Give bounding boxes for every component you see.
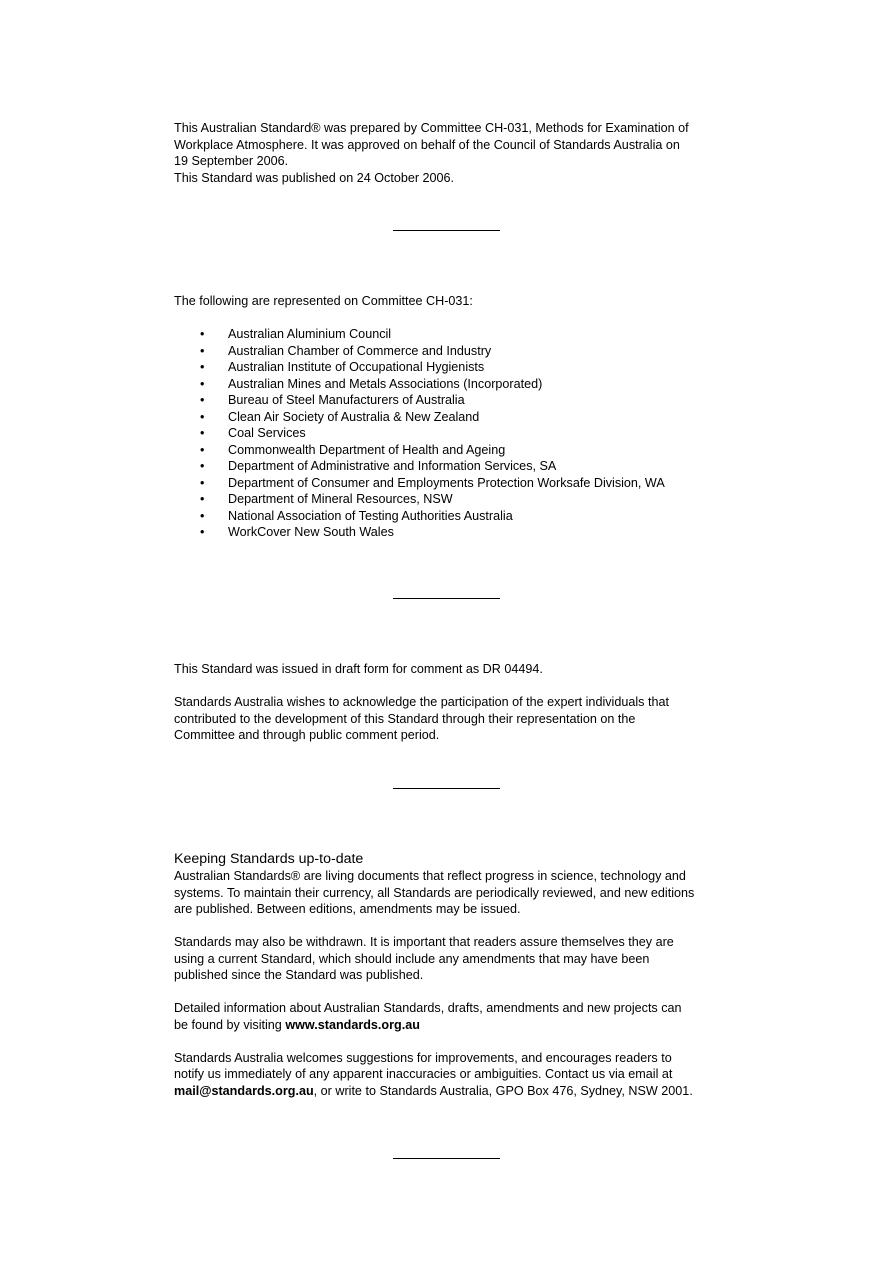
prep-line-2: Workplace Atmosphere. It was approved on behalf of the Council of Standards Australia on <box>174 137 680 152</box>
committee-member-name: Australian Institute of Occupational Hygienists <box>228 360 485 374</box>
living-docs-line-1: Australian Standards® are living documents that reflect progress in science, technology and <box>174 869 686 883</box>
committee-member-name: Australian Aluminium Council <box>228 327 392 341</box>
bullet-icon: • <box>200 475 205 490</box>
committee-member-item <box>174 425 734 442</box>
info-line-1: Detailed information about Australian Standards, drafts, amendments and new projects can <box>174 1001 682 1015</box>
bullet-icon: • <box>200 393 205 407</box>
committee-member-item <box>174 491 734 508</box>
bullet-icon: • <box>200 442 205 457</box>
committee-member-item <box>174 392 734 409</box>
committee-member-name: Coal Services <box>228 426 306 440</box>
bullet-icon: • <box>200 525 205 539</box>
prep-line-1: This Australian Standard® was prepared by Committee CH-031, Methods for Examination of <box>174 121 689 135</box>
committee-member-item <box>174 409 734 426</box>
committee-member-name: Australian Chamber of Commerce and Industry <box>228 343 492 358</box>
section-divider-4 <box>393 1158 500 1159</box>
section-divider-3 <box>393 788 500 789</box>
bullet-icon: • <box>200 376 205 391</box>
committee-member-item <box>174 326 734 343</box>
email-link[interactable]: mail@standards.org.au <box>174 1083 314 1098</box>
suggestions-line-1: Standards Australia welcomes suggestions for improvements, and encourages readers to <box>174 1050 672 1065</box>
committee-member-name: Department of Mineral Resources, NSW <box>228 492 453 506</box>
bullet-icon: • <box>200 343 205 358</box>
website-link[interactable]: www.standards.org.au <box>285 1017 420 1032</box>
bullet-icon: • <box>200 360 205 374</box>
bullet-icon: • <box>200 426 205 440</box>
suggestions-line-2: notify us immediately of any apparent inaccuracies or ambiguities. Contact us via email at <box>174 1067 673 1081</box>
committee-member-item <box>174 475 734 492</box>
withdrawn-line-3: published since the Standard was published. <box>174 968 424 982</box>
committee-member-item <box>174 508 734 525</box>
committee-member-item <box>174 458 734 475</box>
living-docs-line-3: are published. Between editions, amendments may be issued. <box>174 902 521 916</box>
preparation-notice <box>174 120 734 186</box>
committee-member-name: Australian Mines and Metals Associations (Incorporated) <box>228 376 543 391</box>
withdrawn-line-1: Standards may also be withdrawn. It is important that readers assure themselves they are <box>174 935 674 949</box>
info-line-2 <box>174 1017 734 1034</box>
bullet-icon: • <box>200 409 205 424</box>
committee-member-name: Department of Administrative and Information Services, SA <box>228 459 557 473</box>
committee-member-name: Bureau of Steel Manufacturers of Australia <box>228 393 465 407</box>
committee-member-name: National Association of Testing Authorities Australia <box>228 508 513 523</box>
section-divider-2 <box>393 598 500 599</box>
committee-member-name: Clean Air Society of Australia & New Zealand <box>228 409 480 424</box>
withdrawn-line-2: using a current Standard, which should include any amendments that may have been <box>174 951 650 966</box>
committee-member-list <box>174 326 734 541</box>
ack-line-3: Committee and through public comment period. <box>174 728 440 742</box>
committee-member-item <box>174 376 734 393</box>
section-divider-1 <box>393 230 500 231</box>
committee-intro: The following are represented on Committee CH-031: <box>174 294 473 308</box>
bullet-icon: • <box>200 492 205 506</box>
committee-member-name: Commonwealth Department of Health and Ageing <box>228 442 506 457</box>
committee-member-item <box>174 524 734 541</box>
living-docs-line-2: systems. To maintain their currency, all Standards are periodically reviewed, and new editions <box>174 885 695 900</box>
publish-date-line: This Standard was published on 24 October 2006. <box>174 170 455 185</box>
keeping-up-to-date-section <box>174 850 734 1099</box>
ack-line-2: contributed to the development of this Standard through their representation on the <box>174 711 636 726</box>
bullet-icon: • <box>200 459 205 473</box>
keeping-heading: Keeping Standards up-to-date <box>174 851 364 867</box>
committee-section <box>174 293 734 541</box>
draft-section <box>174 661 734 744</box>
ack-line-1: Standards Australia wishes to acknowledge the participation of the expert individuals that <box>174 695 669 709</box>
suggestions-line-3 <box>174 1083 734 1100</box>
prep-line-3: 19 September 2006. <box>174 154 289 168</box>
committee-member-name: Department of Consumer and Employments Protection Worksafe Division, WA <box>228 475 665 490</box>
draft-issued-line: This Standard was issued in draft form for comment as DR 04494. <box>174 662 543 676</box>
bullet-icon: • <box>200 327 205 341</box>
postal-address-text: , or write to Standards Australia, GPO Box 476, Sydney, NSW 2001. <box>313 1083 693 1098</box>
committee-member-name: WorkCover New South Wales <box>228 525 394 539</box>
committee-member-item <box>174 442 734 459</box>
bullet-icon: • <box>200 508 205 523</box>
info-line-2-text: be found by visiting <box>174 1017 286 1032</box>
committee-member-item <box>174 359 734 376</box>
committee-member-item <box>174 343 734 360</box>
